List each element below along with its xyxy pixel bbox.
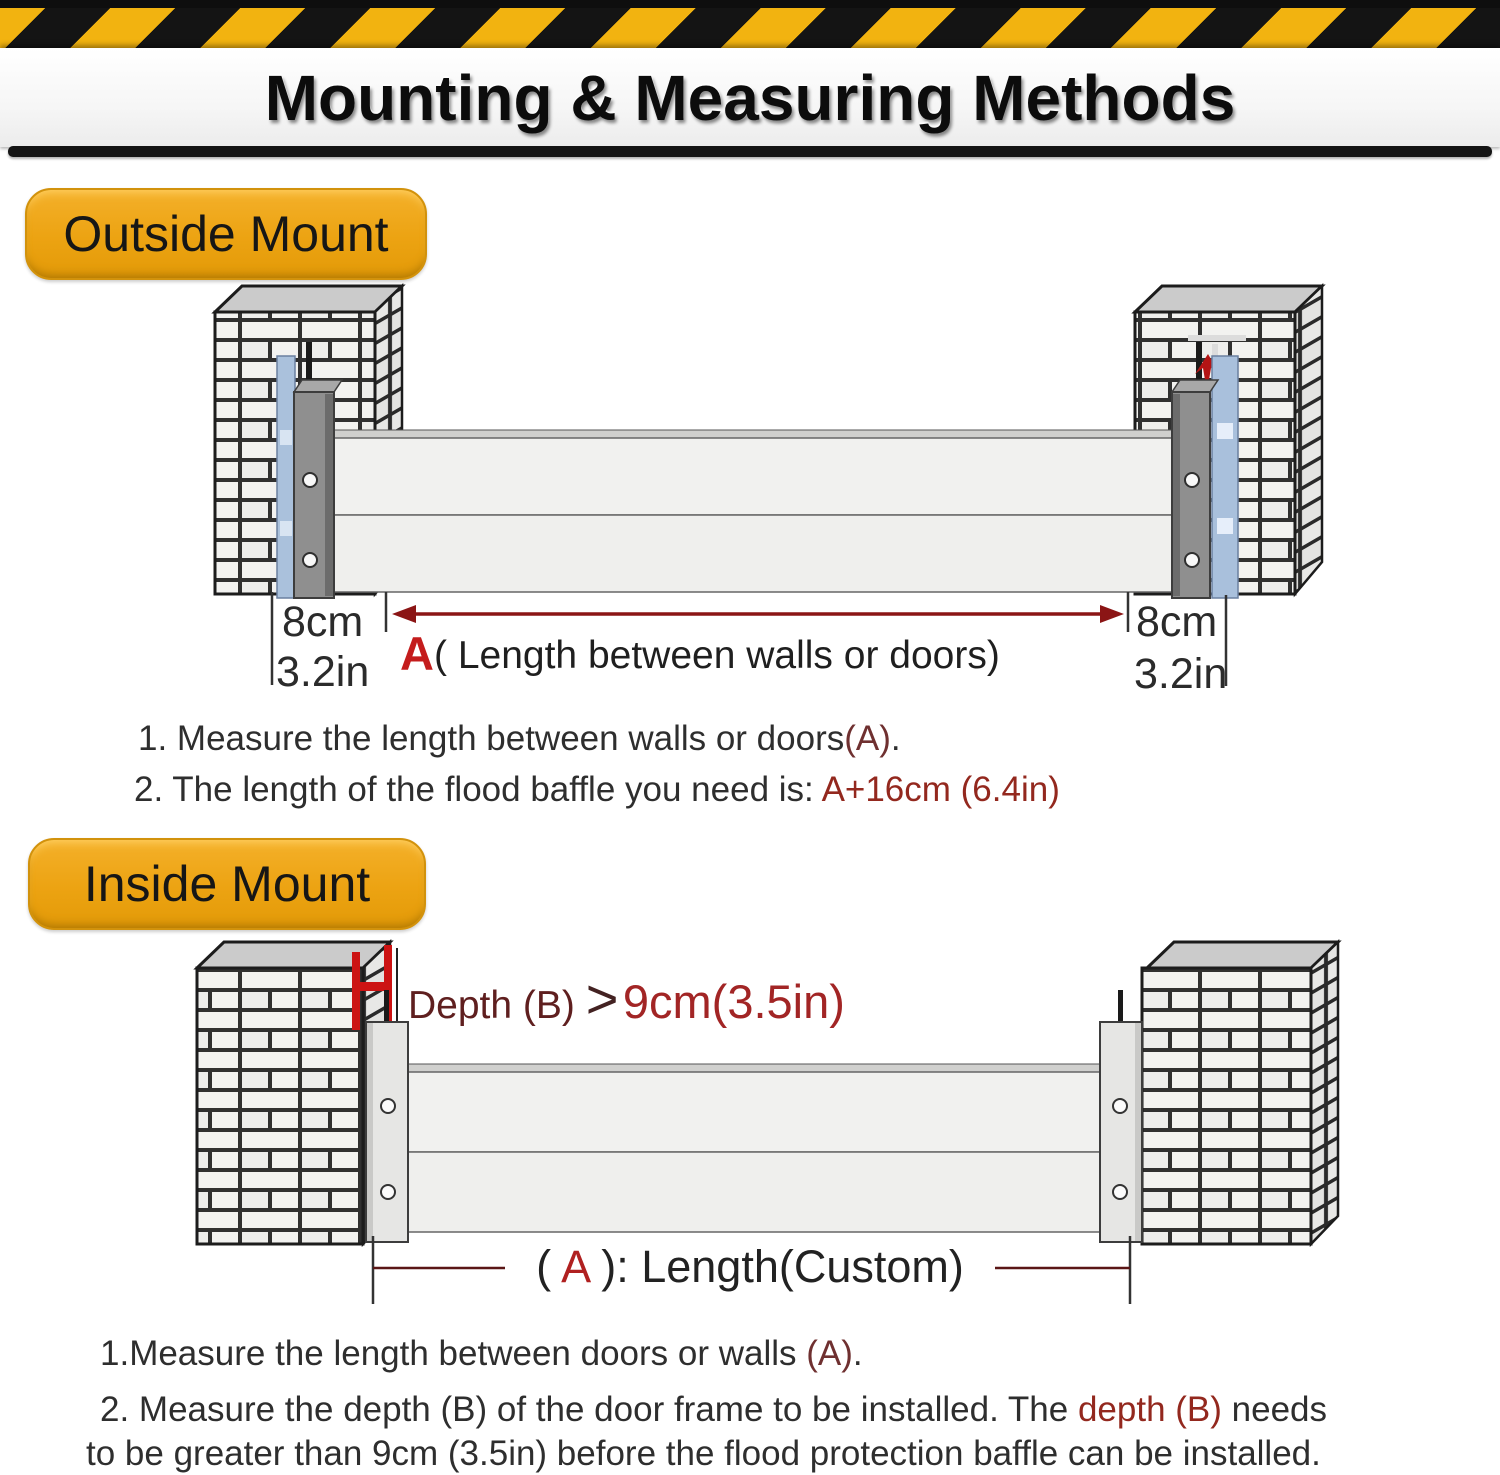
screw-hole — [1113, 1185, 1127, 1199]
length-a-label: A — [400, 627, 434, 680]
page-title: Mounting & Measuring Methods — [264, 61, 1236, 134]
screw-hole — [381, 1185, 395, 1199]
outside-step-1: 1. Measure the length between walls or doors(A). — [138, 719, 901, 758]
right-dim-in: 3.2in — [1134, 650, 1228, 698]
length-arrow-label: ( Length between walls or doors) — [434, 634, 1000, 677]
bracket-pin — [384, 990, 389, 1024]
right-mount-bracket — [1172, 342, 1238, 598]
header-divider — [8, 146, 1492, 157]
outside-step-2: 2. The length of the flood baffle you need is: A+16cm (6.4in) — [134, 770, 1060, 809]
caution-stripe-band — [0, 8, 1500, 49]
inside-mount-badge-label: Inside Mount — [83, 856, 371, 912]
screw-hole — [303, 473, 317, 487]
screw-hole — [1185, 553, 1199, 567]
title-banner — [0, 48, 1500, 147]
left-dim-in: 3.2in — [276, 648, 370, 696]
right-channel-bracket — [1100, 990, 1142, 1242]
screw-hole — [303, 553, 317, 567]
gasket-strip — [1212, 356, 1238, 598]
depth-annotation: Depth (B) > 9cm(3.5in) — [408, 967, 845, 1030]
left-mount-bracket — [277, 342, 342, 598]
inside-step-2-line-2: to be greater than 9cm (3.5in) before the flood protection baffle can be installed. — [86, 1434, 1321, 1473]
flood-barrier-panels — [408, 1064, 1100, 1232]
outside-mount-badge — [25, 188, 427, 280]
inside-step-1: 1.Measure the length between doors or walls (A). — [100, 1334, 863, 1373]
inside-mount-badge — [28, 838, 426, 930]
screw-hole — [1113, 1099, 1127, 1113]
flood-barrier-panels — [330, 430, 1178, 592]
bracket-pin — [1118, 990, 1123, 1024]
door-frame-mark — [1188, 335, 1246, 341]
inside-step-2-line-1: 2. Measure the depth (B) of the door frame to be installed. The depth (B) needs — [100, 1390, 1328, 1429]
outside-mount-diagram — [0, 280, 1500, 710]
inside-right-pillar — [1142, 942, 1338, 1244]
screw-hole — [1185, 473, 1199, 487]
custom-length-label: ( A ): Length(Custom) — [536, 1241, 964, 1292]
screw-hole — [381, 1099, 395, 1113]
left-dim-cm: 8cm — [282, 598, 364, 646]
right-dim-cm: 8cm — [1136, 598, 1218, 646]
gasket-strip — [277, 356, 295, 598]
outside-mount-badge-label: Outside Mount — [63, 206, 389, 262]
left-channel-bracket — [366, 990, 408, 1242]
inside-mount-diagram — [0, 930, 1500, 1340]
length-arrow — [392, 605, 1124, 623]
